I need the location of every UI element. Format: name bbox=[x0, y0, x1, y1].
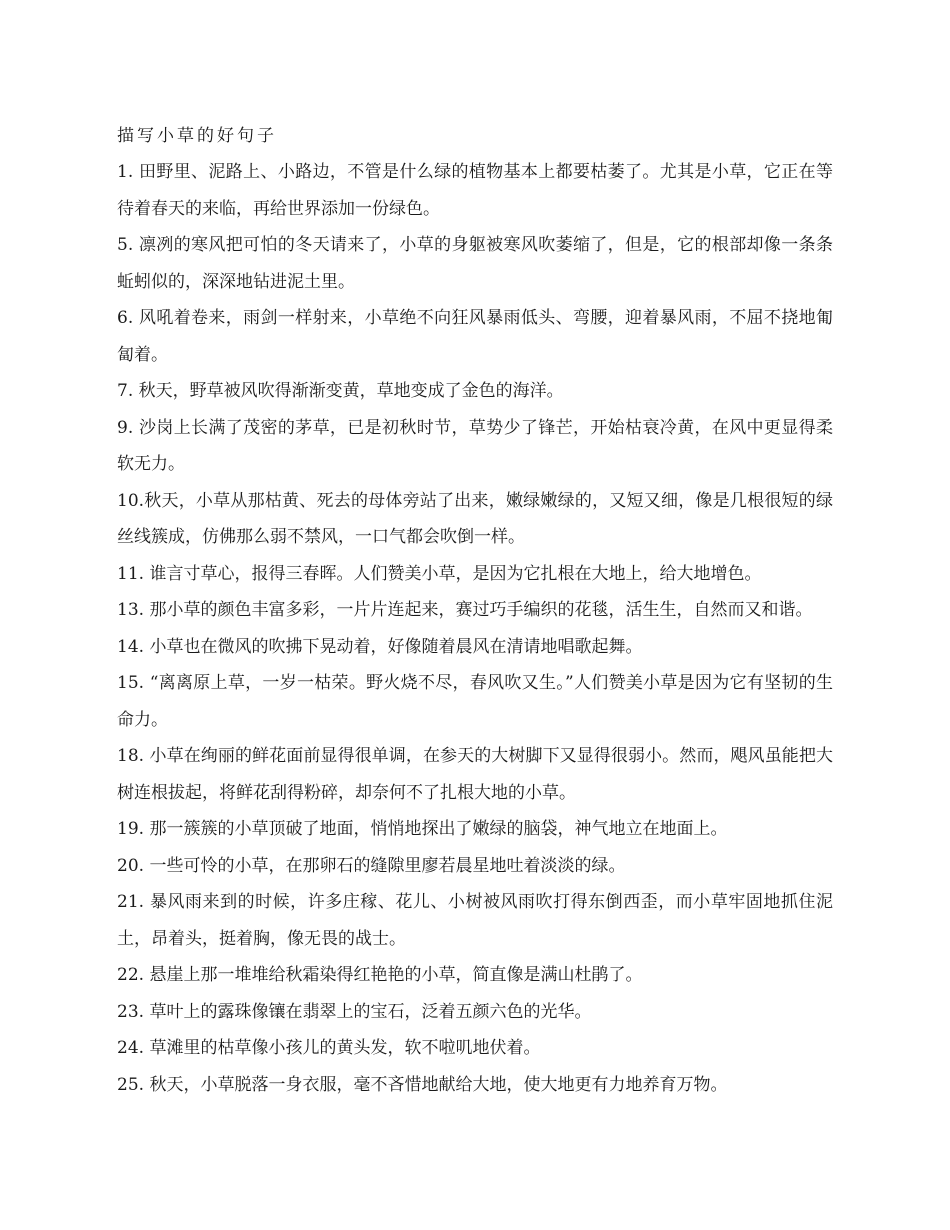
paragraph: 7. 秋天，野草被风吹得渐渐变黄，草地变成了金色的海洋。 bbox=[117, 381, 564, 401]
paragraph: 24. 草滩里的枯草像小孩儿的黄头发，软不啦叽地伏着。 bbox=[117, 1038, 541, 1058]
paragraph: 10.秋天，小草从那枯黄、死去的母体旁站了出来，嫩绿嫩绿的，又短又细，像是几根很短的绿丝线簇成，仿佛那么弱不禁风，一口气都会吹倒一样。 bbox=[117, 490, 833, 547]
document-title: 描写小草的好句子 bbox=[117, 126, 277, 146]
paragraph: 1. 田野里、泥路上、小路边，不管是什么绿的植物基本上都要枯萎了。尤其是小草，它正在等待着春天的来临，再给世界添加一份绿色。 bbox=[117, 162, 833, 219]
paragraph: 22. 悬崖上那一堆堆给秋霜染得红艳艳的小草，简直像是满山杜鹃了。 bbox=[117, 965, 643, 985]
paragraph: 19. 那一簇簇的小草顶破了地面，悄悄地探出了嫩绿的脑袋，神气地立在地面上。 bbox=[117, 819, 728, 839]
paragraph: 18. 小草在绚丽的鲜花面前显得很单调，在参天的大树脚下又显得很弱小。然而，飓风虽能把大树连根拔起，将鲜花刮得粉碎，却奈何不了扎根大地的小草。 bbox=[117, 746, 833, 803]
paragraph: 6. 风吼着卷来，雨剑一样射来，小草绝不向狂风暴雨低头、弯腰，迎着暴风雨，不屈不挠地匍匐着。 bbox=[117, 308, 833, 365]
paragraph: 20. 一些可怜的小草，在那卵石的缝隙里廖若晨星地吐着淡淡的绿。 bbox=[117, 855, 626, 876]
paragraph: 13. 那小草的颜色丰富多彩，一片片连起来，赛过巧手编织的花毯，活生生，自然而又和谐。 bbox=[117, 600, 813, 620]
paragraph: 9. 沙岗上长满了茂密的茅草，已是初秋时节，草势少了锋芒，开始枯衰冷黄，在风中更显得柔软无力。 bbox=[117, 417, 833, 474]
paragraph: 21. 暴风雨来到的时候，许多庄稼、花儿、小树被风雨吹打得东倒西歪，而小草牢固地抓住泥土，昂着头，挺着胸，像无畏的战士。 bbox=[117, 892, 833, 949]
paragraph: 14. 小草也在微风的吹拂下晃动着，好像随着晨风在清请地唱歌起舞。 bbox=[117, 636, 643, 657]
document-page bbox=[117, 118, 833, 1103]
paragraph: 23. 草叶上的露珠像镶在翡翠上的宝石，泛着五颜六色的光华。 bbox=[117, 1001, 592, 1022]
paragraph: 5. 凛冽的寒风把可怕的冬天请来了，小草的身躯被寒风吹萎缩了，但是，它的根部却像一条条蚯蚓似的，深深地钻进泥土里。 bbox=[117, 235, 833, 292]
paragraph: 25. 秋天，小草脱落一身衣服，毫不吝惜地献给大地，使大地更有力地养育万物。 bbox=[117, 1074, 728, 1095]
paragraph: 15. “离离原上草，一岁一枯荣。野火烧不尽，春风吹又生。”人们赞美小草是因为它有坚韧的生命力。 bbox=[117, 673, 833, 730]
paragraph-list bbox=[117, 154, 833, 1103]
paragraph: 11. 谁言寸草心，报得三春晖。人们赞美小草，是因为它扎根在大地上，给大地增色。 bbox=[117, 563, 762, 584]
